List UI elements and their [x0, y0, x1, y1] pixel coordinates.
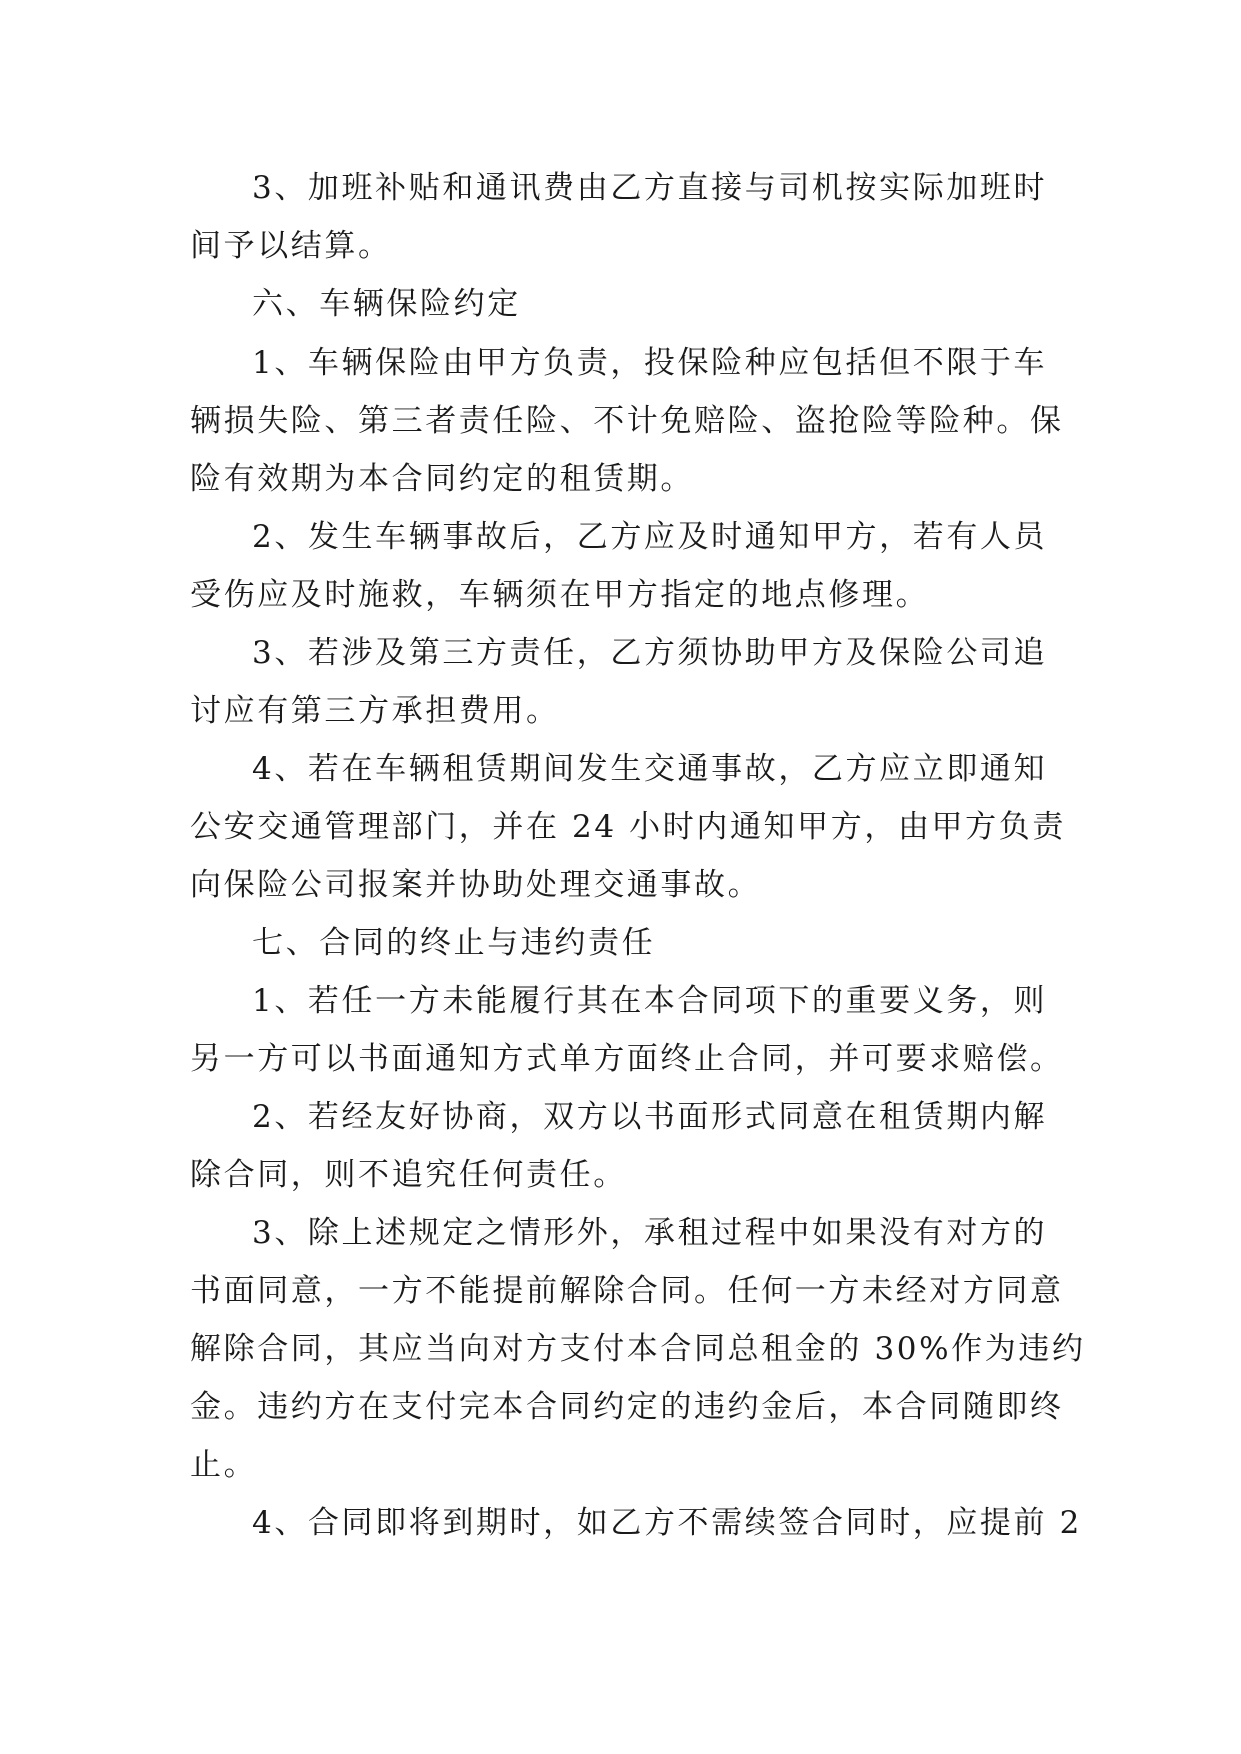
text-line: 解除合同，其应当向对方支付本合同总租金的 30%作为违约: [190, 1331, 1086, 1367]
text-line: 止。: [190, 1447, 258, 1483]
text-line: 向保险公司报案并协助处理交通事故。: [190, 867, 762, 903]
text-line: 书面同意，一方不能提前解除合同。任何一方未经对方同意: [190, 1273, 1064, 1309]
section-heading: 七、合同的终止与违约责任: [252, 925, 656, 961]
section-heading: 六、车辆保险约定: [252, 286, 521, 322]
text-line: 4、若在车辆租赁期间发生交通事故，乙方应立即通知: [252, 751, 1048, 787]
text-line: 1、若任一方未能履行其在本合同项下的重要义务，则: [252, 983, 1048, 1019]
text-line: 受伤应及时施救，车辆须在甲方指定的地点修理。: [190, 577, 930, 613]
text-line: 2、若经友好协商，双方以书面形式同意在租赁期内解: [252, 1099, 1048, 1135]
text-line: 讨应有第三方承担费用。: [190, 693, 560, 729]
text-line: 除合同，则不追究任何责任。: [190, 1157, 627, 1193]
text-line: 公安交通管理部门，并在 24 小时内通知甲方，由甲方负责: [190, 809, 1066, 845]
text-line: 3、加班补贴和通讯费由乙方直接与司机按实际加班时: [252, 170, 1048, 206]
text-line: 险有效期为本合同约定的租赁期。: [190, 461, 694, 497]
text-line: 间予以结算。: [190, 228, 392, 264]
text-line: 3、除上述规定之情形外，承租过程中如果没有对方的: [252, 1215, 1048, 1251]
text-line: 4、合同即将到期时，如乙方不需续签合同时，应提前 2: [252, 1505, 1082, 1541]
text-line: 1、车辆保险由甲方负责，投保险种应包括但不限于车: [252, 345, 1048, 381]
text-line: 2、发生车辆事故后，乙方应及时通知甲方，若有人员: [252, 519, 1048, 555]
text-line: 辆损失险、第三者责任险、不计免赔险、盗抢险等险种。保: [190, 403, 1064, 439]
text-line: 金。违约方在支付完本合同约定的违约金后，本合同随即终: [190, 1389, 1064, 1425]
text-line: 3、若涉及第三方责任，乙方须协助甲方及保险公司追: [252, 635, 1048, 671]
text-line: 另一方可以书面通知方式单方面终止合同，并可要求赔偿。: [190, 1041, 1064, 1077]
